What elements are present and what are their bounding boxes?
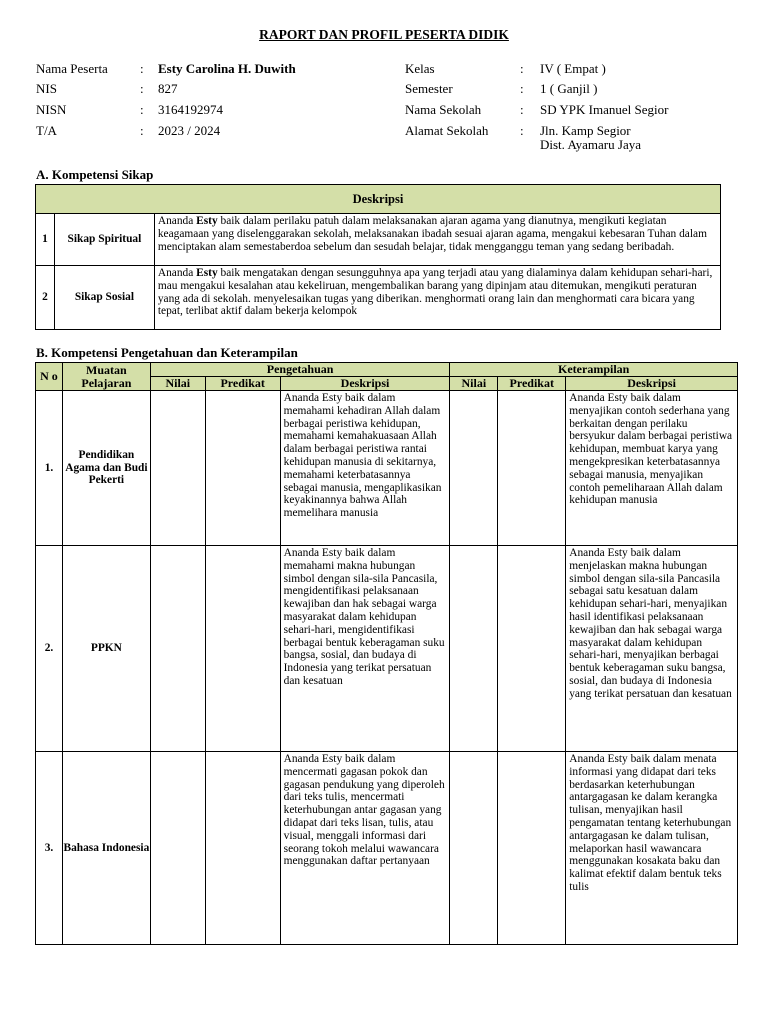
row-number: 1.: [36, 391, 63, 546]
info-value-nis: 827: [158, 81, 178, 96]
pengetahuan-nilai: [150, 391, 205, 546]
info-value-kelas: IV ( Empat ): [540, 61, 606, 76]
pengetahuan-predikat: [205, 391, 280, 546]
info-label-alamat: Alamat Sekolah: [405, 123, 489, 138]
pengetahuan-predikat: [205, 546, 280, 752]
pengetahuan-predikat: [205, 752, 280, 945]
pengetahuan-deskripsi: Ananda Esty baik dalam mencermati gagasan pokok dan gagasan pendukung yang diperoleh dari teks tulis, mencermati keterhubungan antar gagasan yang didapat dari teks lisan, tulis, atau visual, menggali informasi dari seorang tokoh melalui wawancara menggunakan daftar pertanyaan: [280, 752, 450, 945]
keterampilan-nilai: [450, 391, 498, 546]
keterampilan-deskripsi: Ananda Esty baik dalam menyajikan contoh sederhana yang berkaitan dengan perilaku bersyukur dalam berbagai peristiwa kehidupan, membuat karya yang mengekpresikan keterbatasannya sebagai manusia, menyajikan contoh pemeliharaan Allah dalam kehidupan manusia: [566, 391, 738, 546]
row-number: 1: [36, 214, 55, 266]
student-name: Esty: [196, 267, 218, 279]
desc-prefix: Ananda: [157, 215, 197, 227]
pengetahuan-deskripsi: Ananda Esty baik dalam memahami kehadiran Allah dalam berbagai peristiwa kehidupan, memahami kemahakuasaan Allah dalam berbagai peristiwa rantai kehidupan manusia di sekitarnya, memahami keterbatasannya sebagai manusia, mengaplikasikan keyakinannya bahwa Allah memelihara manusia: [280, 391, 450, 546]
keterampilan-predikat: [498, 752, 566, 945]
header-muatan: Muatan Pelajaran: [62, 363, 150, 391]
info-label-nama-sekolah: Nama Sekolah: [405, 102, 482, 117]
info-sep: :: [140, 123, 144, 138]
competency-header-row-1: [36, 363, 738, 377]
header-nilai: Nilai: [450, 377, 498, 391]
row-number: 2: [36, 266, 55, 330]
info-sep: :: [520, 61, 524, 76]
keterampilan-deskripsi: Ananda Esty baik dalam menata informasi yang didapat dari teks berdasarkan keterhubungan antargagasan ke dalam kerangka tulisan, menyajikan hasil pengamatan tentang keterhubungan antargagasan ke dalam tulisan, melaporkan hasil wawancara menggunakan kosakata baku dan kalimat efektif dalam bentuk teks tulis: [566, 752, 738, 945]
info-value-alamat-2: Dist. Ayamaru Jaya: [540, 137, 641, 152]
header-no: N o: [36, 363, 63, 391]
keterampilan-nilai: [450, 752, 498, 945]
header-keterampilan: Keterampilan: [450, 363, 738, 377]
page-title: RAPORT DAN PROFIL PESERTA DIDIK: [259, 27, 509, 42]
row-number: 2.: [36, 546, 63, 752]
table-row: [36, 214, 721, 266]
attitude-description: [154, 214, 720, 266]
info-sep: :: [520, 123, 524, 138]
attitude-description: [154, 266, 720, 330]
header-predikat: Predikat: [498, 377, 566, 391]
info-value-nisn: 3164192974: [158, 102, 223, 117]
attitude-aspect: Sikap Sosial: [54, 266, 154, 330]
info-label-nis: NIS: [36, 81, 57, 96]
info-value-nama-sekolah: SD YPK Imanuel Segior: [540, 102, 669, 117]
desc-prefix: Ananda: [157, 267, 197, 279]
table-row: [36, 391, 738, 546]
info-label-kelas: Kelas: [405, 61, 435, 76]
info-label-semester: Semester: [405, 81, 453, 96]
info-label-nisn: NISN: [36, 102, 67, 117]
info-label-ta: T/A: [36, 123, 57, 138]
header-nilai: Nilai: [150, 377, 205, 391]
subject-name: Pendidikan Agama dan Budi Pekerti: [62, 391, 150, 546]
keterampilan-nilai: [450, 546, 498, 752]
subject-name: PPKN: [62, 546, 150, 752]
table-row: [36, 546, 738, 752]
student-name: Esty: [196, 215, 218, 227]
keterampilan-deskripsi: Ananda Esty baik dalam menjelaskan makna hubungan simbol dengan sila-sila Pancasila sebagai satu kesatuan dalam kehidupan sehari-hari, menyajikan hasil identifikasi pelaksanaan kewajiban dan hak sebagai warga masyarakat dalam kehidupan sehari-hari, menyajikan berbagai bentuk keberagaman suku bangsa, sosial, dan budaya di Indonesia yang terikat persatuan dan kesatuan: [566, 546, 738, 752]
header-deskripsi: Deskripsi: [566, 377, 738, 391]
info-value-nama: Esty Carolina H. Duwith: [158, 61, 296, 76]
info-sep: :: [140, 102, 144, 117]
desc-text: baik mengatakan dengan sesungguhnya apa yang terjadi atau yang dialaminya dalam kehidupan sehari-hari, mau mengakui kesalahan atau kekeliruan, mengembalikan barang yang dipinjam atau ditemukan, mengikuti peraturan yang ada di sekolah. menyelesaikan tugas yang diberikan. menghormati orang lain dan menghormati cara bicara yang tepat, terlibat aktif dalam bekerja kelompok: [157, 267, 713, 318]
info-value-ta: 2023 / 2024: [158, 123, 221, 138]
subject-name: Bahasa Indonesia: [62, 752, 150, 945]
info-value-semester: 1 ( Ganjil ): [540, 81, 598, 96]
header-predikat: Predikat: [205, 377, 280, 391]
header-deskripsi: Deskripsi: [280, 377, 450, 391]
table-row: [36, 266, 721, 330]
table-row: [36, 752, 738, 945]
info-label-nama: Nama Peserta: [36, 61, 108, 76]
pengetahuan-deskripsi: Ananda Esty baik dalam memahami makna hubungan simbol dengan sila-sila Pancasila, mengidentifikasi pelaksanaan kewajiban dan hak sebagai warga masyarakat dalam kehidupan sehari-hari, mengidentifikasi berbagai bentuk keberagaman suku bangsa, sosial, dan budaya di Indonesia yang terikat persatuan dan kesatuan: [280, 546, 450, 752]
attitude-aspect: Sikap Spiritual: [54, 214, 154, 266]
attitude-table-header: [36, 185, 721, 214]
keterampilan-predikat: [498, 546, 566, 752]
header-pengetahuan: Pengetahuan: [150, 363, 450, 377]
info-value-alamat: Jln. Kamp Segior: [540, 123, 631, 138]
competency-table: [35, 362, 738, 945]
info-sep: :: [140, 81, 144, 96]
pengetahuan-nilai: [150, 546, 205, 752]
section-b-heading: B. Kompetensi Pengetahuan dan Keterampilan: [36, 345, 298, 360]
attitude-table: [35, 184, 721, 330]
desc-text: baik dalam perilaku patuh dalam melaksanakan ajaran agama yang dianutnya, mengikuti kegiatan keagamaan yang diselenggarakan sekolah, melaksanakan ibadah sesuai ajaran agama, mengakui kebesaran Tuhan dalam menciptakan alam semestaberdoa sebelum dan sesudah belajar, tidak mengganggu teman yang sedang beribadah.: [157, 215, 707, 253]
info-sep: :: [140, 61, 144, 76]
pengetahuan-nilai: [150, 752, 205, 945]
info-sep: :: [520, 102, 524, 117]
section-a-heading: A. Kompetensi Sikap: [36, 167, 154, 182]
info-sep: :: [520, 81, 524, 96]
row-number: 3.: [36, 752, 63, 945]
keterampilan-predikat: [498, 391, 566, 546]
header-deskripsi: Deskripsi: [36, 185, 721, 214]
